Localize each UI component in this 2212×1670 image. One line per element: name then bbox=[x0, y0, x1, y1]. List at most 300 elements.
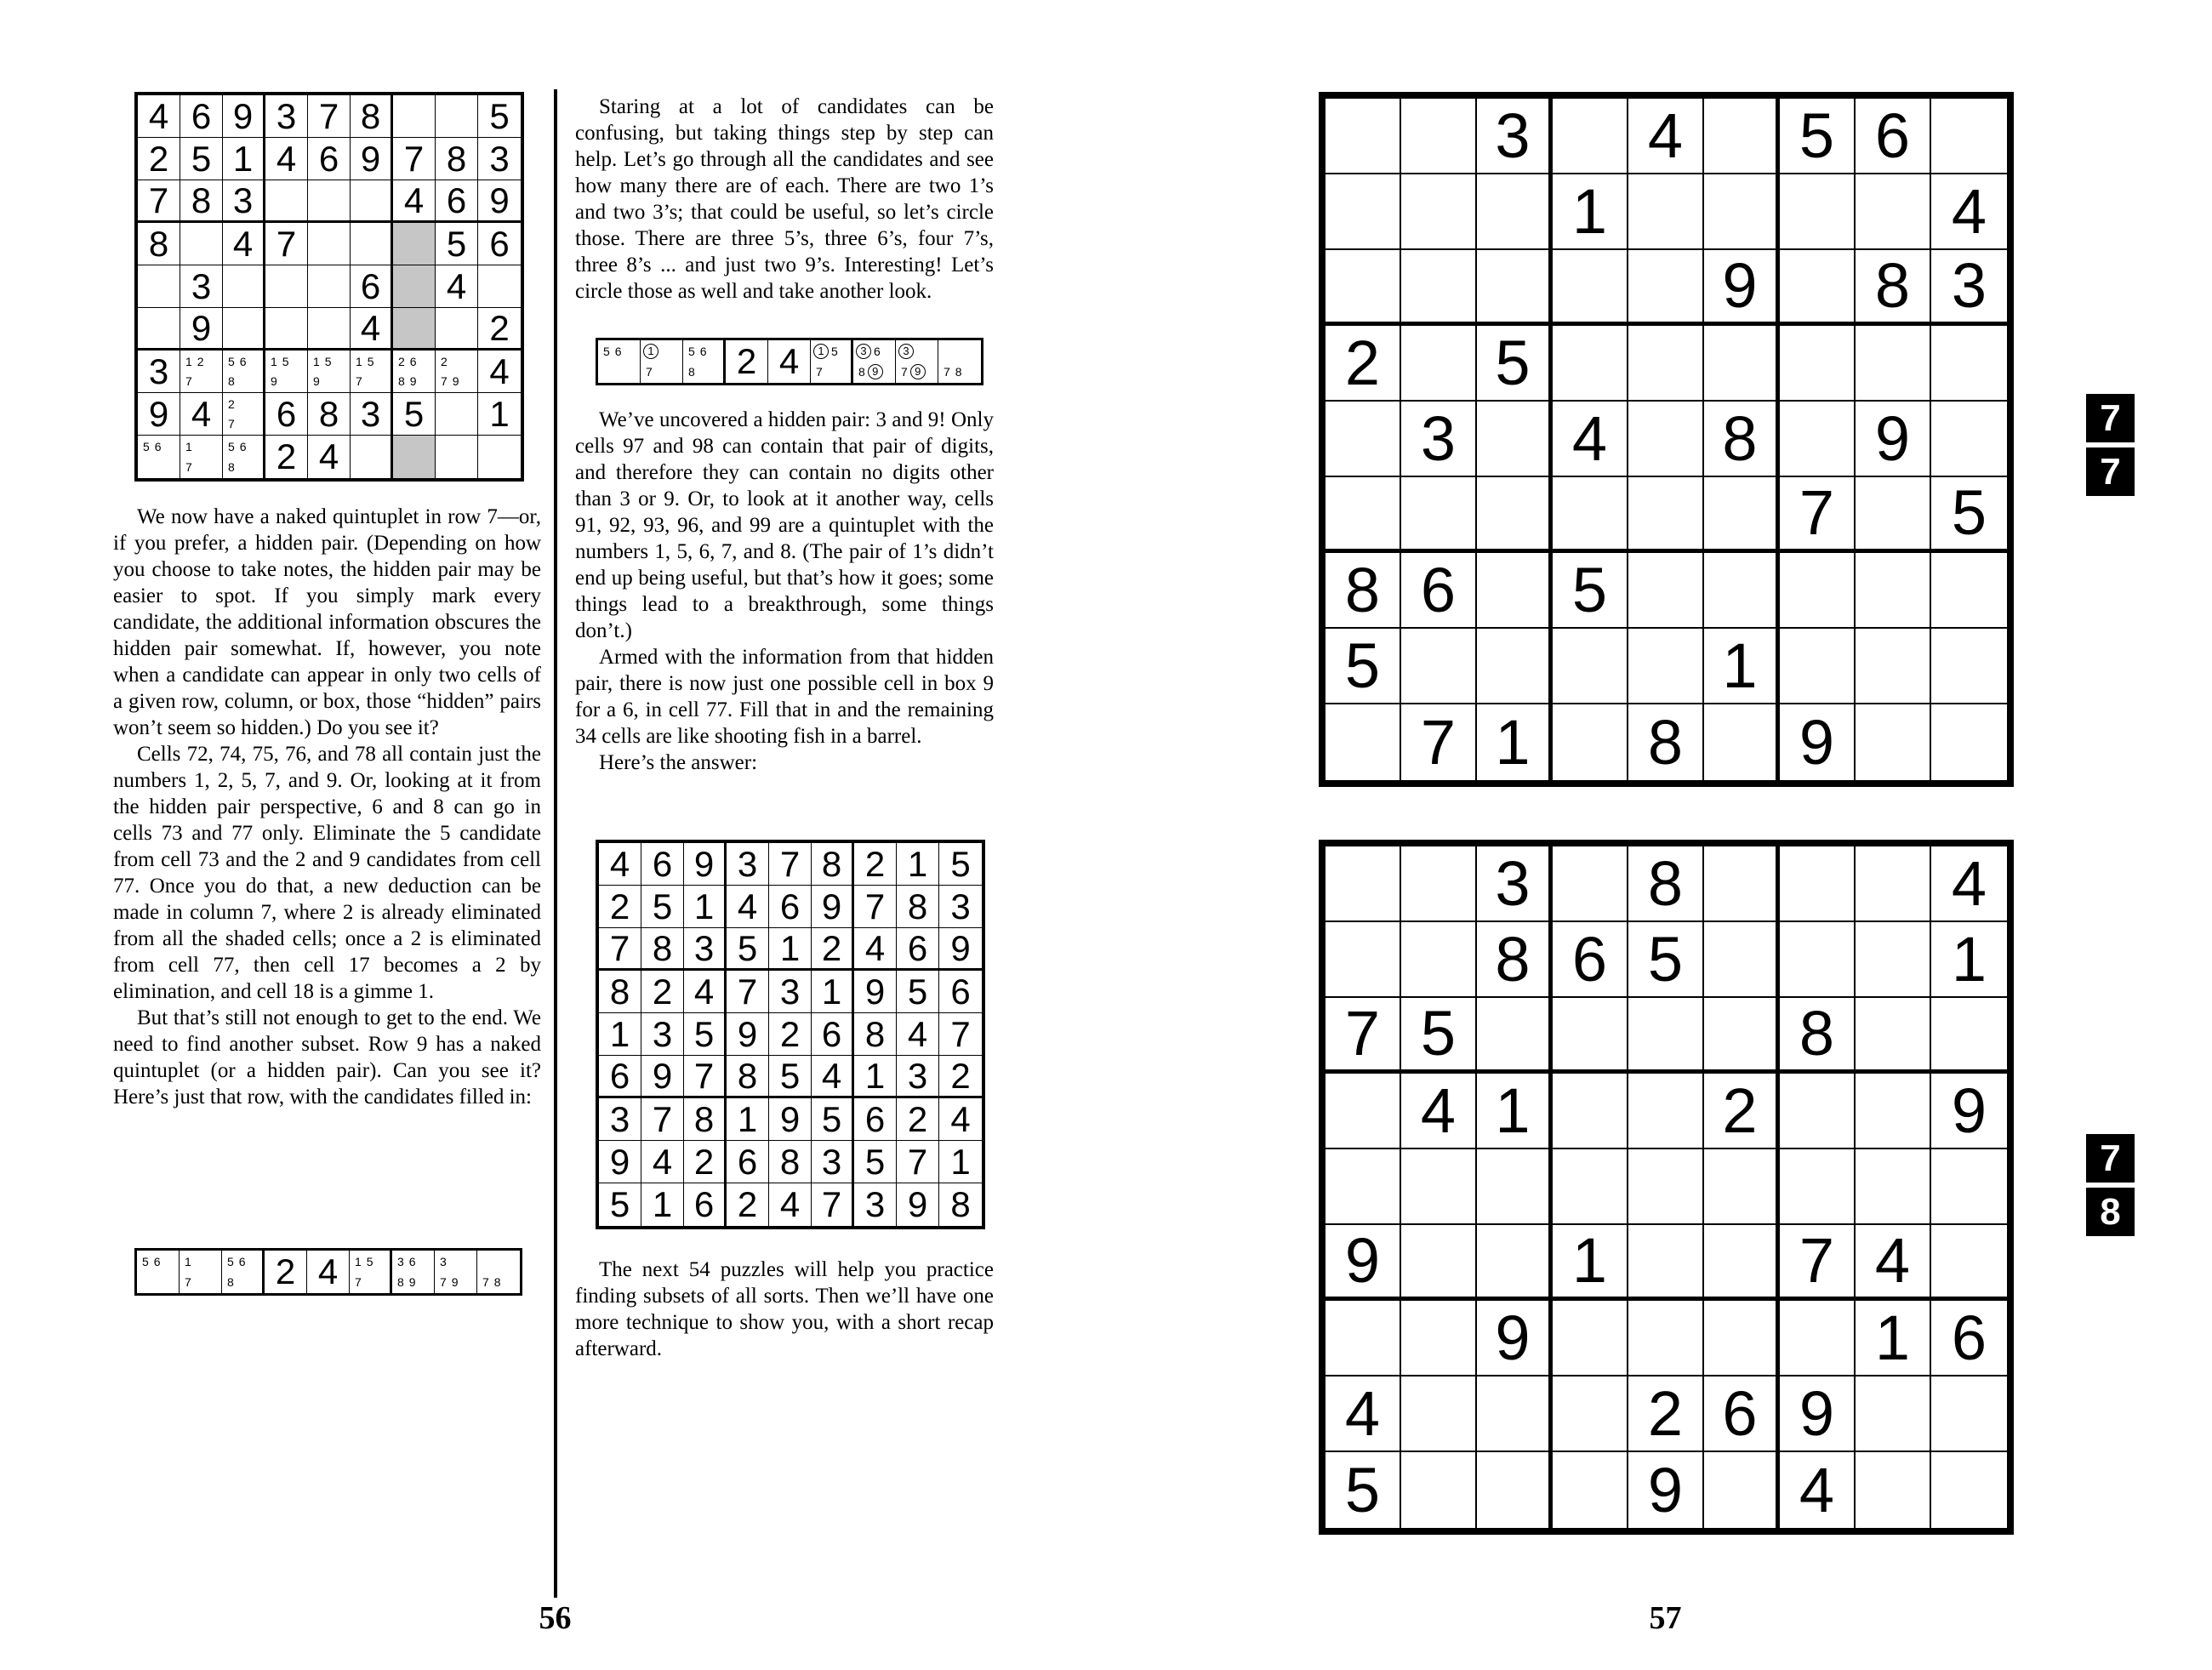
answer-grid-cell-r6c4: 8 bbox=[727, 1056, 769, 1098]
puzzle-78-cell-r1c5: 8 bbox=[1628, 846, 1704, 922]
working-grid-cell-r9c9 bbox=[478, 436, 521, 478]
puzzle-78-cell-r8c2 bbox=[1401, 1376, 1477, 1452]
puzzle-77-cell-r1c6 bbox=[1704, 99, 1780, 174]
working-grid-cell-r3c9: 9 bbox=[478, 180, 521, 223]
answer-grid-cell-r8c8: 7 bbox=[897, 1141, 939, 1183]
working-grid-cell-r7c8 bbox=[436, 351, 478, 393]
puzzle-78-cell-r1c1 bbox=[1325, 846, 1401, 922]
working-grid-cell-r8c8 bbox=[436, 393, 478, 436]
puzzle-77-cell-r7c9 bbox=[1931, 553, 2007, 629]
puzzle-78-cell-r6c8: 4 bbox=[1856, 1225, 1931, 1301]
puzzle-78-cell-r8c9 bbox=[1931, 1376, 2007, 1452]
puzzle-78-cell-r9c6 bbox=[1704, 1452, 1780, 1528]
paragraph-counting-candidates: Staring at a lot of candidates can be confusing, but taking things step by step can help. Let’s go through all the candidates and see how many there are of each. There are two 1’s and two 3’s; that could be useful, so let’s circle those. There are three 5’s, three 6’s, four 7’s, three 8’s ... and just two 9’s. Interesting! Let’s circle those as well and take another look. bbox=[575, 95, 994, 303]
puzzle-78-cell-r3c8 bbox=[1856, 998, 1931, 1074]
candidate-digit: 7 bbox=[816, 365, 823, 379]
puzzle-78-cell-r5c6 bbox=[1704, 1149, 1780, 1225]
candidate-digit: 9 bbox=[408, 1275, 416, 1289]
answer-grid-cell-r6c8: 3 bbox=[897, 1056, 939, 1098]
puzzle-78-cell-r2c6 bbox=[1704, 922, 1780, 998]
answer-grid-cell-r6c7: 1 bbox=[854, 1056, 897, 1098]
answer-grid-cell-r9c9: 8 bbox=[950, 1184, 971, 1224]
page-number-right: 57 bbox=[1649, 1600, 1682, 1636]
candidate-digits bbox=[222, 1251, 262, 1293]
answer-grid-cell-r1c7: 2 bbox=[854, 843, 897, 886]
puzzle-78-cell-r9c8 bbox=[1856, 1452, 1931, 1528]
answer-sudoku-grid bbox=[596, 840, 985, 1229]
candidate-digit: 8 bbox=[858, 365, 865, 379]
answer-grid-cell-r3c1: 7 bbox=[599, 928, 641, 971]
candidate-digits bbox=[598, 340, 640, 383]
puzzle-77-cell-r3c7 bbox=[1780, 250, 1856, 326]
candidate-digits bbox=[436, 351, 477, 392]
candidate-digit: 7 bbox=[185, 1275, 191, 1289]
row9-plain-cell-r1c8 bbox=[435, 1251, 477, 1293]
working-grid-cell-r6c7 bbox=[393, 308, 436, 351]
working-grid-cell-r1c2: 6 bbox=[180, 95, 223, 138]
puzzle-78-cell-r1c8 bbox=[1856, 846, 1931, 922]
puzzle-78-cell-r9c1: 5 bbox=[1325, 1452, 1401, 1528]
puzzle-77-cell-r6c9: 5 bbox=[1931, 477, 2007, 553]
puzzle-77-cell-r5c9 bbox=[1931, 402, 2007, 477]
candidate-digit: 7 bbox=[355, 1275, 362, 1289]
paragraph-naked-quintuplet: We now have a naked quintuplet in row 7—or, if you prefer, a hidden pair. (Depending on how you choose to take notes, the hidden pair may be easier to spot. If you simply mark every candidate, the additional information obscures the hidden pair somewhat. If, however, you note when a candidate can appear in only two cells of a given row, column, or box, those “hidden” pairs won’t seem so hidden.) Do you see it? bbox=[113, 505, 541, 739]
puzzle-78-cell-r6c5 bbox=[1628, 1225, 1704, 1301]
answer-grid-cell-r6c9: 2 bbox=[939, 1056, 982, 1098]
paragraph-cells-72-78: Cells 72, 74, 75, 76, and 78 all contain just the numbers 1, 2, 5, 7, and 9. Or, looking at it from the hidden pair perspective, 6 and 8 can go in cells 73 and 77 only. Eliminate the 5 candidate from cell 73 and the 2 and 9 candidates from cell 77. Once you do that, a new deduction can be made in column 7, where 2 is already eliminated from all the shaded cells; once a 2 is eliminated from cell 77, then cell 17 becomes a 2 by elimination, and cell 18 is a gimme 1. bbox=[113, 743, 541, 1003]
puzzle-78-cell-r1c6 bbox=[1704, 846, 1780, 922]
puzzle-77-cell-r3c2 bbox=[1401, 250, 1477, 326]
puzzle-78-cell-r9c9 bbox=[1931, 1452, 2007, 1528]
candidate-digit: 6 bbox=[154, 440, 162, 453]
puzzle-77-cell-r7c8 bbox=[1856, 553, 1931, 629]
puzzle-78-cell-r4c9: 9 bbox=[1931, 1074, 2007, 1149]
candidate-digit: 6 bbox=[874, 345, 881, 358]
puzzle-77-cell-r4c7 bbox=[1780, 326, 1856, 402]
candidate-digit: 9 bbox=[409, 374, 417, 388]
candidate-digits bbox=[308, 351, 350, 392]
working-grid-cell-r3c4 bbox=[265, 180, 308, 223]
candidate-digit: 2 bbox=[228, 397, 235, 411]
puzzle-77-cell-r1c4 bbox=[1553, 99, 1628, 174]
candidate-digit: 1 bbox=[185, 440, 192, 453]
working-grid-cell-r7c9: 4 bbox=[478, 351, 521, 393]
answer-grid-cell-r7c4: 1 bbox=[727, 1098, 769, 1141]
candidate-digit: 7 bbox=[185, 374, 192, 388]
working-grid-cell-r8c3 bbox=[223, 393, 265, 436]
working-grid-cell-r7c4 bbox=[265, 351, 308, 393]
candidate-digit: 6 bbox=[239, 355, 247, 368]
puzzle-77-cell-r8c2 bbox=[1401, 629, 1477, 704]
answer-grid-cell-r4c2: 2 bbox=[641, 971, 684, 1013]
puzzle-77-cell-r1c1 bbox=[1325, 99, 1401, 174]
working-grid-cell-r9c8 bbox=[436, 436, 478, 478]
puzzle-78-number-tab bbox=[2086, 1134, 2135, 1236]
puzzle-78-cell-r2c1 bbox=[1325, 922, 1401, 998]
puzzle-78-cell-r8c6: 6 bbox=[1704, 1376, 1780, 1452]
puzzle-77-cell-r6c3 bbox=[1477, 477, 1553, 553]
answer-grid-cell-r5c9: 7 bbox=[939, 1013, 982, 1056]
puzzle-77-cell-r3c1 bbox=[1325, 250, 1401, 326]
candidate-digits bbox=[180, 351, 222, 392]
candidate-digit: 8 bbox=[398, 374, 405, 388]
right-column-text-middle bbox=[575, 407, 994, 776]
candidate-digits bbox=[393, 351, 435, 392]
puzzle-77-cell-r7c6 bbox=[1704, 553, 1780, 629]
puzzle-78-cell-r8c5: 2 bbox=[1628, 1376, 1704, 1452]
answer-grid-cell-r3c2: 8 bbox=[641, 928, 684, 971]
working-grid-cell-r5c4 bbox=[265, 265, 308, 308]
puzzle-78-cell-r2c3: 8 bbox=[1477, 922, 1553, 998]
candidate-digit: 8 bbox=[688, 365, 695, 379]
row9-plain-cell-r1c6 bbox=[350, 1251, 392, 1293]
answer-grid-cell-r5c2: 3 bbox=[641, 1013, 684, 1056]
puzzle-78-cell-r6c3 bbox=[1477, 1225, 1553, 1301]
candidate-digits bbox=[811, 340, 851, 383]
puzzle-77-cell-r8c7 bbox=[1780, 629, 1856, 704]
puzzle-77-cell-r5c1 bbox=[1325, 402, 1401, 477]
answer-grid-cell-r3c9: 9 bbox=[939, 928, 982, 971]
working-grid-cell-r7c6 bbox=[351, 351, 393, 393]
working-grid-cell-r1c4: 3 bbox=[265, 95, 308, 138]
puzzle-77-cell-r4c8 bbox=[1856, 326, 1931, 402]
puzzle-77-cell-r5c8: 9 bbox=[1856, 402, 1931, 477]
candidate-digit: 5 bbox=[603, 345, 610, 358]
answer-grid-cell-r2c8: 8 bbox=[897, 886, 939, 928]
puzzle-77-cell-r5c3 bbox=[1477, 402, 1553, 477]
working-grid-cell-r9c7 bbox=[393, 436, 436, 478]
circled-candidate-digit: 3 bbox=[856, 344, 871, 359]
candidate-digit: 5 bbox=[366, 1255, 373, 1268]
puzzle-77-cell-r2c4: 1 bbox=[1553, 174, 1628, 250]
answer-grid-cell-r1c2: 6 bbox=[641, 843, 684, 886]
puzzle-77-cell-r3c4 bbox=[1553, 250, 1628, 326]
row9-plain-cell-r1c7 bbox=[392, 1251, 435, 1293]
answer-grid-cell-r3c4: 5 bbox=[727, 928, 769, 971]
puzzle-77-cell-r8c9 bbox=[1931, 629, 2007, 704]
answer-grid-cell-r2c7: 7 bbox=[854, 886, 897, 928]
puzzle-77-grid bbox=[1319, 92, 2014, 787]
answer-grid-cell-r9c5: 4 bbox=[769, 1183, 812, 1226]
candidate-digit: 8 bbox=[227, 1275, 234, 1289]
row9-circled-cell-r1c8 bbox=[896, 340, 938, 383]
working-grid-cell-r8c5: 8 bbox=[308, 393, 351, 436]
answer-grid-cell-r3c7: 4 bbox=[854, 928, 897, 971]
row9-candidate-strip-circled bbox=[596, 338, 983, 385]
working-grid-cell-r9c3 bbox=[223, 436, 265, 478]
candidate-digits bbox=[392, 1251, 434, 1293]
candidate-digit: 8 bbox=[228, 460, 235, 474]
answer-grid-cell-r5c7: 8 bbox=[854, 1013, 897, 1056]
candidate-digit: 9 bbox=[313, 374, 320, 388]
candidate-digit: 1 bbox=[185, 1255, 191, 1268]
working-grid-cell-r8c6: 3 bbox=[351, 393, 393, 436]
puzzle-77-cell-r8c1: 5 bbox=[1325, 629, 1401, 704]
working-grid-cell-r6c5 bbox=[308, 308, 351, 351]
circled-candidate-digit: 9 bbox=[868, 364, 883, 379]
paragraph-answer-intro: Here’s the answer: bbox=[599, 751, 758, 774]
puzzle-78-cell-r6c7: 7 bbox=[1780, 1225, 1856, 1301]
candidate-digits bbox=[265, 351, 307, 392]
working-grid-cell-r6c4 bbox=[265, 308, 308, 351]
answer-grid-cell-r4c3: 4 bbox=[684, 971, 727, 1013]
puzzle-77-cell-r3c5 bbox=[1628, 250, 1704, 326]
puzzle-77-cell-r7c7 bbox=[1780, 553, 1856, 629]
candidate-digit: 6 bbox=[238, 1255, 246, 1268]
candidate-digits bbox=[641, 340, 682, 383]
puzzle-77-cell-r9c1 bbox=[1325, 704, 1401, 780]
answer-grid-cell-r8c4: 6 bbox=[727, 1141, 769, 1183]
candidate-digit: 7 bbox=[185, 460, 192, 474]
working-grid-cell-r2c3: 1 bbox=[223, 138, 265, 180]
puzzle-78-tab-digit-2: 8 bbox=[2086, 1188, 2135, 1236]
candidate-digits bbox=[350, 1251, 390, 1293]
puzzle-77-cell-r2c5 bbox=[1628, 174, 1704, 250]
working-grid-cell-r6c1 bbox=[138, 308, 180, 351]
working-grid-cell-r3c8: 6 bbox=[436, 180, 478, 223]
puzzle-78-cell-r4c1 bbox=[1325, 1074, 1401, 1149]
puzzle-78-cell-r2c4: 6 bbox=[1553, 922, 1628, 998]
working-grid-cell-r3c2: 8 bbox=[180, 180, 223, 223]
answer-grid-cell-r5c5: 2 bbox=[769, 1013, 812, 1056]
answer-grid-cell-r3c5: 1 bbox=[769, 928, 812, 971]
candidate-digit: 2 bbox=[441, 355, 448, 368]
puzzle-78-cell-r2c5: 5 bbox=[1628, 922, 1704, 998]
column-divider bbox=[554, 89, 557, 1598]
candidate-digits bbox=[138, 436, 180, 478]
puzzle-78-cell-r3c4 bbox=[1553, 998, 1628, 1074]
puzzle-78-cell-r5c1 bbox=[1325, 1149, 1401, 1225]
answer-grid-cell-r7c9: 4 bbox=[939, 1098, 982, 1141]
puzzle-77-cell-r9c2: 7 bbox=[1401, 704, 1477, 780]
working-grid-cell-r5c9 bbox=[478, 265, 521, 308]
answer-grid-cell-r4c4: 7 bbox=[727, 971, 769, 1013]
answer-grid-cell-r8c3: 2 bbox=[684, 1141, 727, 1183]
puzzle-77-cell-r2c6 bbox=[1704, 174, 1780, 250]
working-grid-cell-r4c6 bbox=[351, 223, 393, 265]
candidate-digit: 9 bbox=[452, 374, 459, 388]
candidate-digit: 7 bbox=[440, 1275, 447, 1289]
candidate-digits bbox=[853, 340, 895, 383]
puzzle-77-cell-r3c6: 9 bbox=[1704, 250, 1780, 326]
answer-grid-cell-r7c8: 2 bbox=[897, 1098, 939, 1141]
working-grid-cell-r3c6 bbox=[351, 180, 393, 223]
candidate-digit: 3 bbox=[397, 1255, 404, 1268]
working-grid-cell-r5c5 bbox=[308, 265, 351, 308]
candidate-digit: 6 bbox=[408, 1255, 416, 1268]
candidate-digit: 7 bbox=[228, 417, 235, 430]
answer-grid-cell-r7c1: 3 bbox=[599, 1098, 641, 1141]
candidate-digit: 6 bbox=[239, 440, 247, 453]
puzzle-78-cell-r3c5 bbox=[1628, 998, 1704, 1074]
answer-grid-cell-r8c5: 8 bbox=[769, 1141, 812, 1183]
candidate-digit: 8 bbox=[228, 374, 235, 388]
puzzle-78-cell-r5c9 bbox=[1931, 1149, 2007, 1225]
answer-grid-cell-r2c3: 1 bbox=[684, 886, 727, 928]
puzzle-77-cell-r6c1 bbox=[1325, 477, 1401, 553]
working-grid-cell-r8c1: 9 bbox=[138, 393, 180, 436]
answer-grid-cell-r9c8: 9 bbox=[897, 1183, 939, 1226]
candidate-digit: 1 bbox=[271, 355, 277, 368]
puzzle-77-cell-r3c3 bbox=[1477, 250, 1553, 326]
answer-grid-cell-r1c3: 9 bbox=[684, 843, 727, 886]
puzzle-77-cell-r8c3 bbox=[1477, 629, 1553, 704]
puzzle-78-cell-r4c8 bbox=[1856, 1074, 1931, 1149]
answer-grid-cell-r1c6: 8 bbox=[812, 843, 854, 886]
puzzle-77-cell-r8c4 bbox=[1553, 629, 1628, 704]
puzzle-77-cell-r9c9 bbox=[1931, 704, 2007, 780]
candidate-digit: 6 bbox=[699, 345, 707, 358]
puzzle-77-cell-r1c2 bbox=[1401, 99, 1477, 174]
answer-grid-cell-r8c6: 3 bbox=[812, 1141, 854, 1183]
answer-grid-cell-r1c4: 3 bbox=[727, 843, 769, 886]
puzzle-78-cell-r8c3 bbox=[1477, 1376, 1553, 1452]
candidate-digit: 1 bbox=[185, 355, 192, 368]
candidate-digits bbox=[223, 351, 263, 392]
answer-grid-cell-r2c9: 3 bbox=[939, 886, 982, 928]
puzzle-77-cell-r2c3 bbox=[1477, 174, 1553, 250]
row9-plain-cell-r1c1 bbox=[137, 1251, 180, 1293]
circled-candidate-digit: 1 bbox=[813, 344, 829, 359]
candidate-digit: 5 bbox=[688, 345, 695, 358]
row9-circled-cell-r1c6 bbox=[811, 340, 853, 383]
puzzle-77-cell-r4c3: 5 bbox=[1477, 326, 1553, 402]
working-grid-cell-r9c5: 4 bbox=[308, 436, 351, 478]
answer-grid-cell-r8c1: 9 bbox=[599, 1141, 641, 1183]
working-grid-cell-r7c5 bbox=[308, 351, 351, 393]
candidate-digits bbox=[180, 436, 222, 478]
puzzle-78-cell-r7c1 bbox=[1325, 1301, 1401, 1376]
candidate-digit: 5 bbox=[228, 355, 235, 368]
puzzle-78-cell-r5c7 bbox=[1780, 1149, 1856, 1225]
puzzle-77-cell-r6c2 bbox=[1401, 477, 1477, 553]
candidate-digit: 5 bbox=[367, 355, 374, 368]
answer-grid-cell-r2c2: 5 bbox=[641, 886, 684, 928]
answer-grid-cell-r8c7: 5 bbox=[854, 1141, 897, 1183]
puzzle-78-tab-digit-1: 7 bbox=[2086, 1134, 2135, 1183]
puzzle-77-cell-r7c5 bbox=[1628, 553, 1704, 629]
answer-grid-cell-r6c6: 4 bbox=[812, 1056, 854, 1098]
working-grid-cell-r2c6: 9 bbox=[351, 138, 393, 180]
working-grid-cell-r6c2: 9 bbox=[180, 308, 223, 351]
puzzle-77-cell-r1c9 bbox=[1931, 99, 2007, 174]
working-grid-cell-r4c5 bbox=[308, 223, 351, 265]
candidate-digit: 6 bbox=[409, 355, 417, 368]
puzzle-77-cell-r8c5 bbox=[1628, 629, 1704, 704]
puzzle-77-cell-r3c8: 8 bbox=[1856, 250, 1931, 326]
candidate-digit: 7 bbox=[356, 374, 362, 388]
puzzle-78-cell-r6c1: 9 bbox=[1325, 1225, 1401, 1301]
answer-grid-cell-r9c4: 2 bbox=[727, 1183, 769, 1226]
candidate-digits bbox=[351, 351, 391, 392]
working-sudoku-grid bbox=[134, 92, 524, 482]
puzzle-78-cell-r1c7 bbox=[1780, 846, 1856, 922]
puzzle-77-cell-r4c4 bbox=[1553, 326, 1628, 402]
answer-grid-cell-r5c1: 1 bbox=[599, 1013, 641, 1056]
working-grid-cell-r5c2: 3 bbox=[180, 265, 223, 308]
working-grid-cell-r6c6: 4 bbox=[351, 308, 393, 351]
candidate-digit: 6 bbox=[153, 1255, 161, 1268]
puzzle-77-cell-r9c8 bbox=[1856, 704, 1931, 780]
working-grid-cell-r9c1 bbox=[138, 436, 180, 478]
page-number-left: 56 bbox=[539, 1600, 572, 1636]
working-grid-cell-r1c6: 8 bbox=[351, 95, 393, 138]
working-grid-cell-r3c3: 3 bbox=[223, 180, 265, 223]
candidate-digits bbox=[477, 1251, 520, 1293]
puzzle-77-tab-digit-1: 7 bbox=[2086, 394, 2135, 442]
puzzle-77-cell-r1c3: 3 bbox=[1477, 99, 1553, 174]
candidate-digit: 2 bbox=[197, 355, 204, 368]
puzzle-78-cell-r4c2: 4 bbox=[1401, 1074, 1477, 1149]
paragraph-hidden-pair: We’ve uncovered a hidden pair: 3 and 9! Only cells 97 and 98 can contain that pair of digits, and therefore they can contain no digits other than 3 or 9. Or, to look at it another way, cells 91, 92, 93, 96, and 99 are a quintuplet with the numbers 1, 5, 6, 7, and 8. (The pair of 1’s didn’t end up being useful, but that’s how it goes; some things lead to a breakthrough, some things don’t.) bbox=[575, 408, 994, 642]
puzzle-77-cell-r1c7: 5 bbox=[1780, 99, 1856, 174]
right-column-text-top bbox=[575, 94, 994, 305]
answer-grid-cell-r6c1: 6 bbox=[599, 1056, 641, 1098]
candidate-digit: 1 bbox=[355, 1255, 362, 1268]
puzzle-77-cell-r6c4 bbox=[1553, 477, 1628, 553]
puzzle-77-cell-r2c9: 4 bbox=[1931, 174, 2007, 250]
puzzle-77-cell-r5c2: 3 bbox=[1401, 402, 1477, 477]
candidate-digits bbox=[435, 1251, 476, 1293]
puzzle-78-cell-r4c4 bbox=[1553, 1074, 1628, 1149]
working-grid-cell-r8c7: 5 bbox=[393, 393, 436, 436]
working-grid-cell-r4c4: 7 bbox=[265, 223, 308, 265]
working-grid-cell-r3c7: 4 bbox=[393, 180, 436, 223]
answer-grid-cell-r6c3: 7 bbox=[684, 1056, 727, 1098]
puzzle-77-cell-r7c3 bbox=[1477, 553, 1553, 629]
puzzle-78-cell-r7c6 bbox=[1704, 1301, 1780, 1376]
answer-grid-cell-r6c2: 9 bbox=[641, 1056, 684, 1098]
row9-plain-cell-r1c5: 4 bbox=[307, 1251, 350, 1293]
working-grid-cell-r6c3 bbox=[223, 308, 265, 351]
puzzle-77-cell-r1c8: 6 bbox=[1856, 99, 1931, 174]
puzzle-78-cell-r4c5 bbox=[1628, 1074, 1704, 1149]
answer-grid-cell-r3c6: 2 bbox=[812, 928, 854, 971]
answer-grid-cell-r5c4: 9 bbox=[727, 1013, 769, 1056]
candidate-digit: 7 bbox=[441, 374, 448, 388]
puzzle-77-cell-r9c6 bbox=[1704, 704, 1780, 780]
candidate-digit: 5 bbox=[143, 440, 150, 453]
puzzle-77-number-tab bbox=[2086, 394, 2135, 496]
puzzle-78-cell-r7c3: 9 bbox=[1477, 1301, 1553, 1376]
candidate-digit: 5 bbox=[831, 345, 838, 358]
candidate-digit: 7 bbox=[901, 365, 908, 379]
puzzle-78-cell-r8c1: 4 bbox=[1325, 1376, 1401, 1452]
candidate-digit: 5 bbox=[142, 1255, 149, 1268]
working-grid-cell-r2c2: 5 bbox=[180, 138, 223, 180]
candidate-digit: 8 bbox=[397, 1275, 404, 1289]
answer-grid-cell-r3c8: 6 bbox=[897, 928, 939, 971]
candidate-digit: 5 bbox=[282, 355, 289, 368]
row9-plain-cell-r1c2 bbox=[180, 1251, 222, 1293]
answer-grid-cell-r9c2: 1 bbox=[641, 1183, 684, 1226]
answer-grid-cell-r4c6: 1 bbox=[812, 971, 854, 1013]
puzzle-77-cell-r4c9 bbox=[1931, 326, 2007, 402]
puzzle-77-cell-r9c7: 9 bbox=[1780, 704, 1856, 780]
candidate-digit: 1 bbox=[313, 355, 320, 368]
working-grid-cell-r7c7 bbox=[393, 351, 436, 393]
puzzle-77-cell-r1c5: 4 bbox=[1628, 99, 1704, 174]
working-grid-cell-r9c2 bbox=[180, 436, 223, 478]
candidate-digit: 8 bbox=[493, 1275, 501, 1289]
answer-grid-cell-r2c4: 4 bbox=[727, 886, 769, 928]
working-grid-cell-r1c5: 7 bbox=[308, 95, 351, 138]
answer-grid-cell-r9c1: 5 bbox=[599, 1183, 641, 1226]
puzzle-78-cell-r7c4 bbox=[1553, 1301, 1628, 1376]
puzzle-78-cell-r7c9: 6 bbox=[1931, 1301, 2007, 1376]
candidate-digits bbox=[223, 436, 263, 478]
answer-grid-cell-r9c6: 7 bbox=[812, 1183, 854, 1226]
